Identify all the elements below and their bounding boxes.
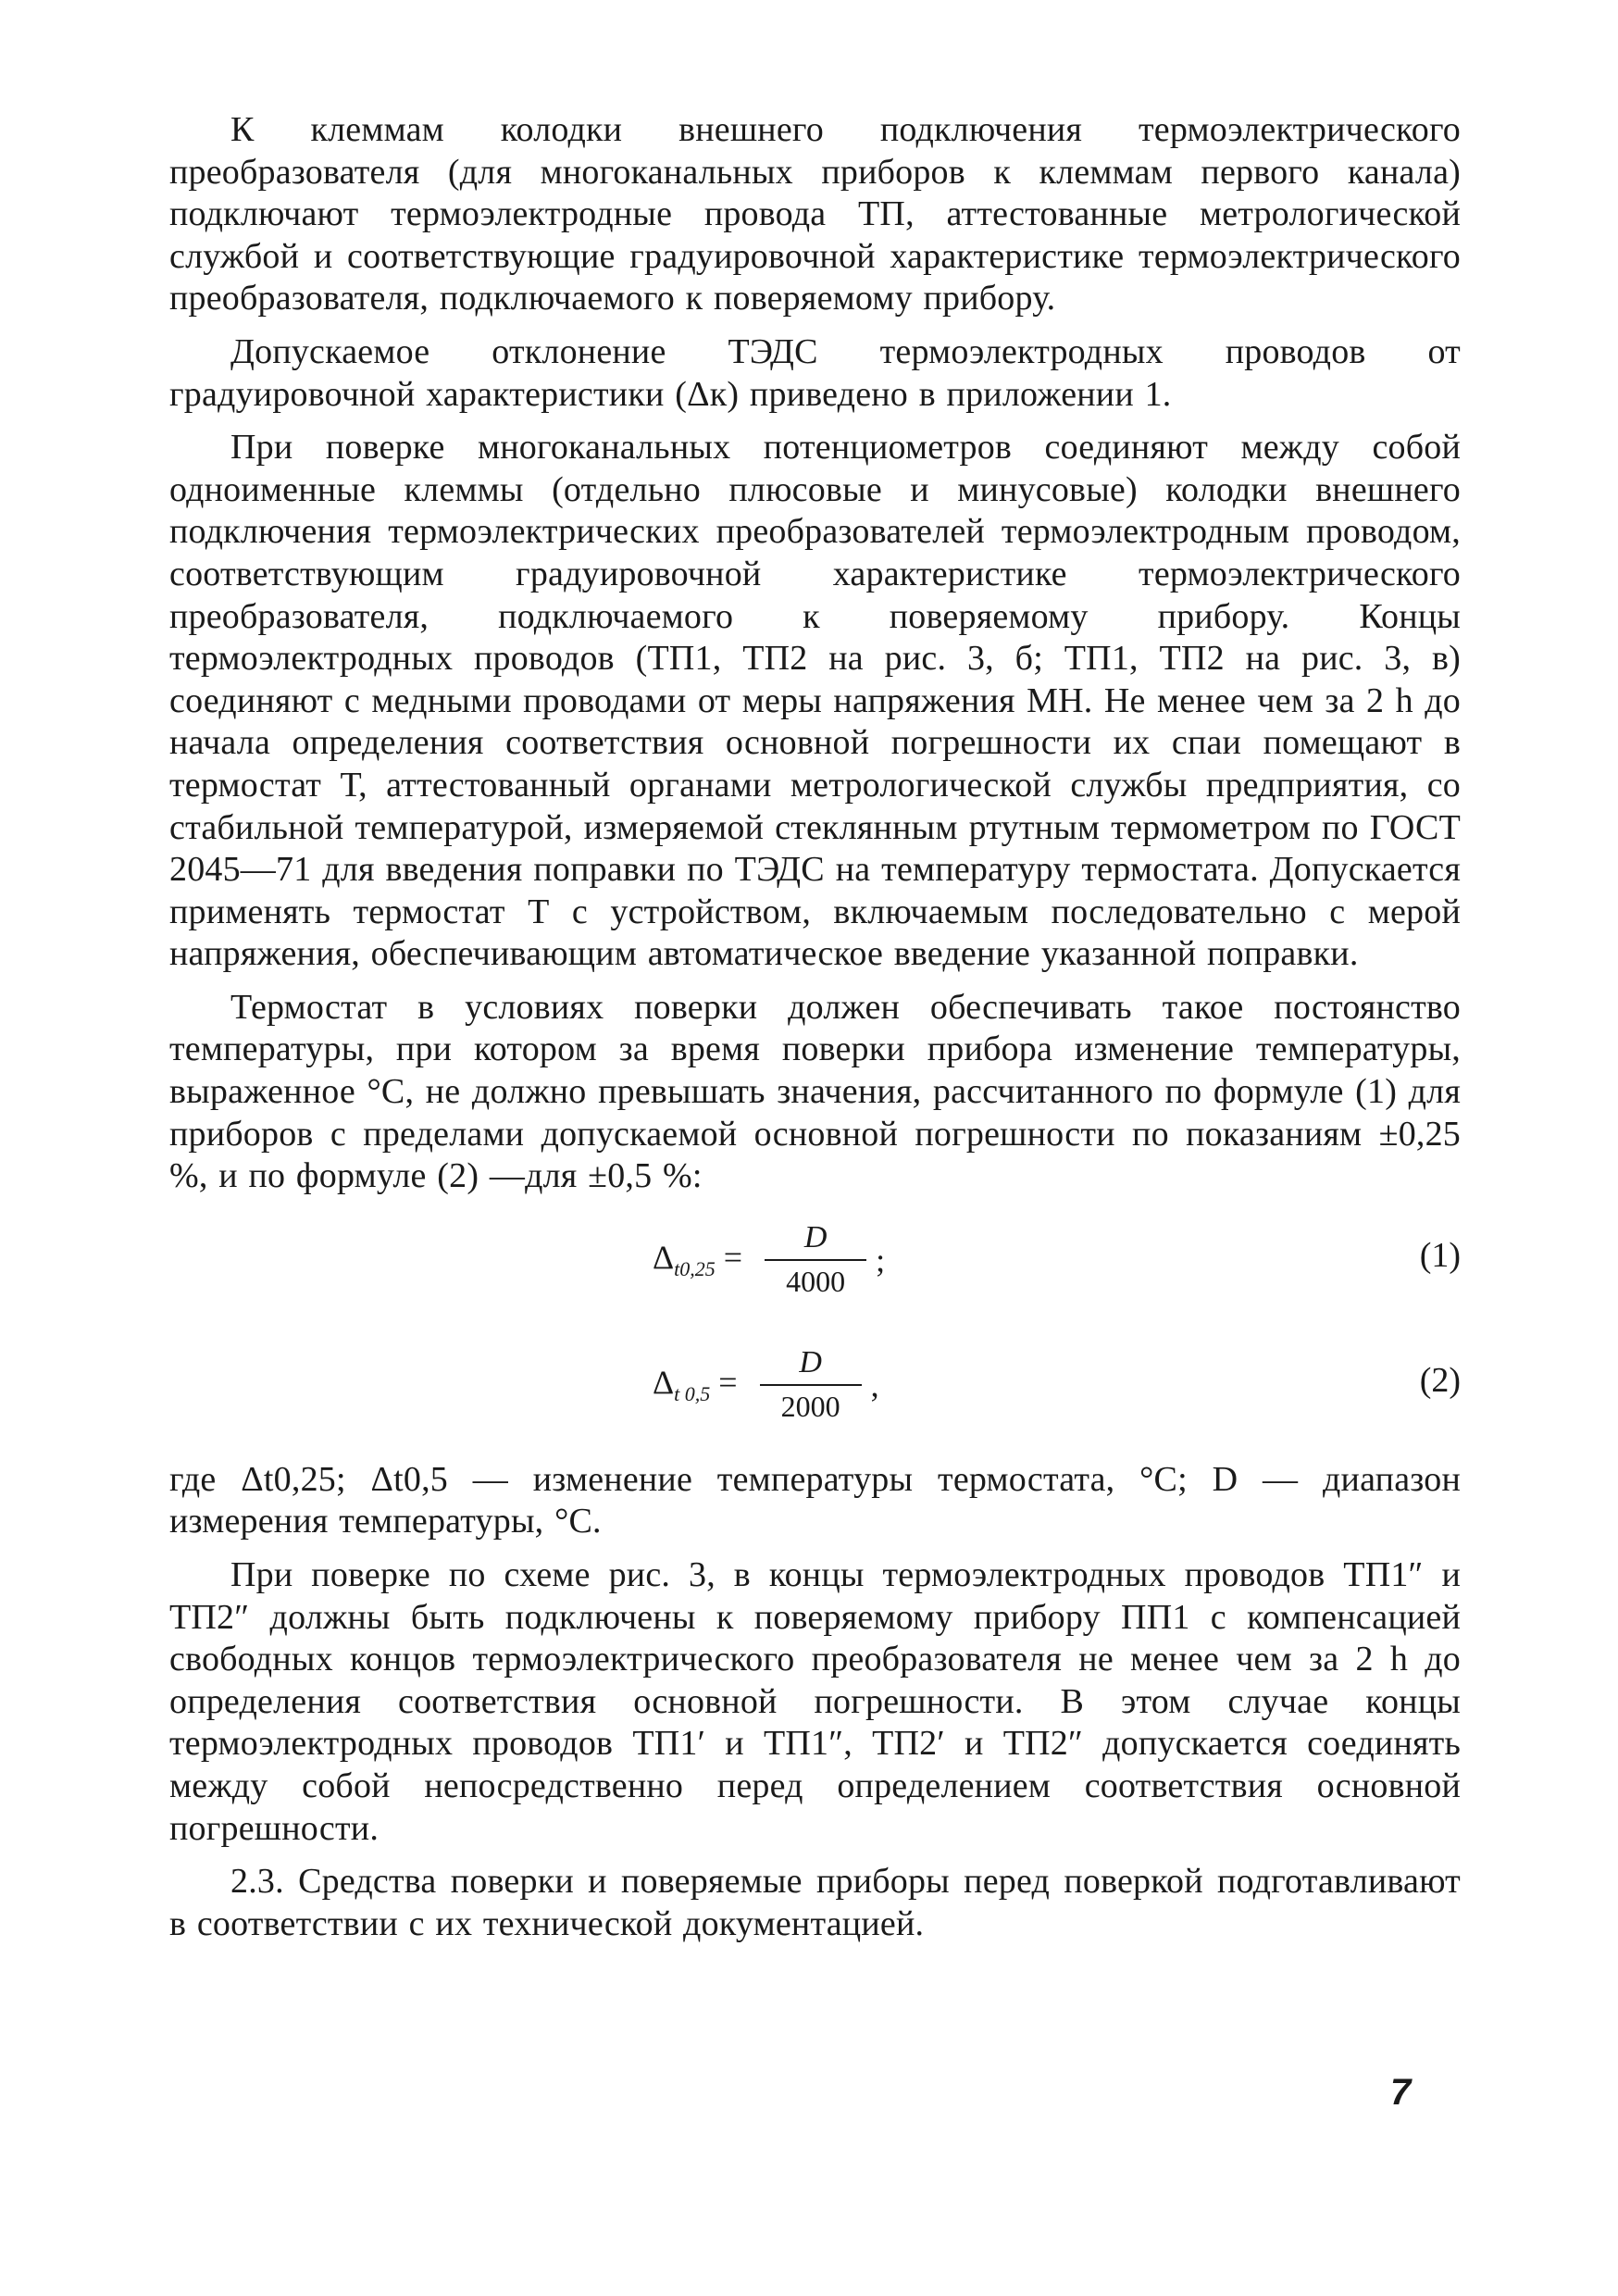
document-page [169,109,1461,1956]
paragraph-section-2-3: 2.3. Средства поверки и поверяемые приборы перед поверкой подготавливают в соответствии с их технической документацией. [169,1862,1461,1943]
formula-1-fraction [765,1220,866,1299]
formula-2-numerator: D [760,1345,862,1386]
formula-1-numerator: D [765,1220,866,1261]
formula-2-fraction [760,1345,862,1424]
formula-2-lhs: $\Delta_{t 0,5}$ = [653,1364,738,1406]
paragraph-scheme: При поверке по схеме рис. 3, в концы термоэлектродных проводов ТП1″ и ТП2″ должны быть подключены к поверяемому прибору ПП1 с компенсацией свободных концов термоэлектрического преобразователя не менее чем за 2 h до определения соответствия основной погрешности. В этом случае концы термоэлектродных проводов ТП1′ и ТП1″, ТП2′ и ТП2″ допускается соединять между собой непосредственно перед определением соответствия основной погрешности. [169,1555,1461,1848]
formula-1-denominator: 4000 [786,1265,846,1299]
paragraph-terminals: К клеммам колодки внешнего подключения термоэлектрического преобразователя (для многоканальных приборов к клеммам первого канала) подключают термоэлектродные провода ТП, аттестованные метрологической службой и соответствующие градуировочной характеристике термоэлектрического преобразователя, подключаемого к поверяемому прибору. [169,110,1461,318]
paragraph-thermostat: Термостат в условиях поверки должен обеспечивать такое постоянство температуры, при котором за время поверки прибора изменение температуры, выраженное °С, не должно превышать значения, рассчитанного по формуле (1) для приборов с пределами допускаемой основной погрешности по показаниям ±0,25 %, и по формуле (2) —для ±0,5 %: [169,987,1461,1196]
paragraph-where: где Δt0,25; Δt0,5 — изменение температуры термостата, °С; D — диапазон измерения температуры, °С. [169,1459,1461,1541]
formula-1-number: (1) [1419,1235,1461,1275]
formula-2: $\Delta_{t 0,5}$ = $\frac{D}{2000}$ , (2) [653,1345,1461,1424]
formula-1: $\Delta_{t0,25}$ = $\frac{D}{4000}$ ; (1) [653,1220,1461,1299]
formula-1-lhs: $\Delta_{t0,25}$ = [653,1239,743,1281]
formula-2-number: (2) [1419,1360,1461,1400]
page-number: 7 [1390,2072,1412,2113]
formula-2-denominator: 2000 [780,1390,840,1424]
paragraph-deviation: Допускаемое отклонение ТЭДС термоэлектродных проводов от градуировочной характеристики (Δк) приведено в приложении 1. [169,331,1461,414]
paragraph-multichannel: При поверке многоканальных потенциометров соединяют между собой одноименные клеммы (отдельно плюсовые и минусовые) колодки внешнего подключения термоэлектрических преобразователей термоэлектродным проводом, соответствующим градуировочной характеристике термоэлектрического преобразователя, подключаемого к поверяемому прибору. Концы термоэлектродных проводов (ТП1, ТП2 на рис. 3, б; ТП1, ТП2 на рис. 3, в) соединяют с медными проводами от меры напряжения МН. Не менее чем за 2 h до начала определения соответствия основной погрешности их спаи помещают в термостат Т, аттестованный органами метрологической службы предприятия, со стабильной температурой, измеряемой стеклянным ртутным термометром по ГОСТ 2045—71 для введения поправки по ТЭДС на температуру термостата. Допускается применять термостат Т с устройством, включаемым последовательно с мерой напряжения, обеспечивающим автоматическое введение указанной поправки. [169,428,1461,974]
